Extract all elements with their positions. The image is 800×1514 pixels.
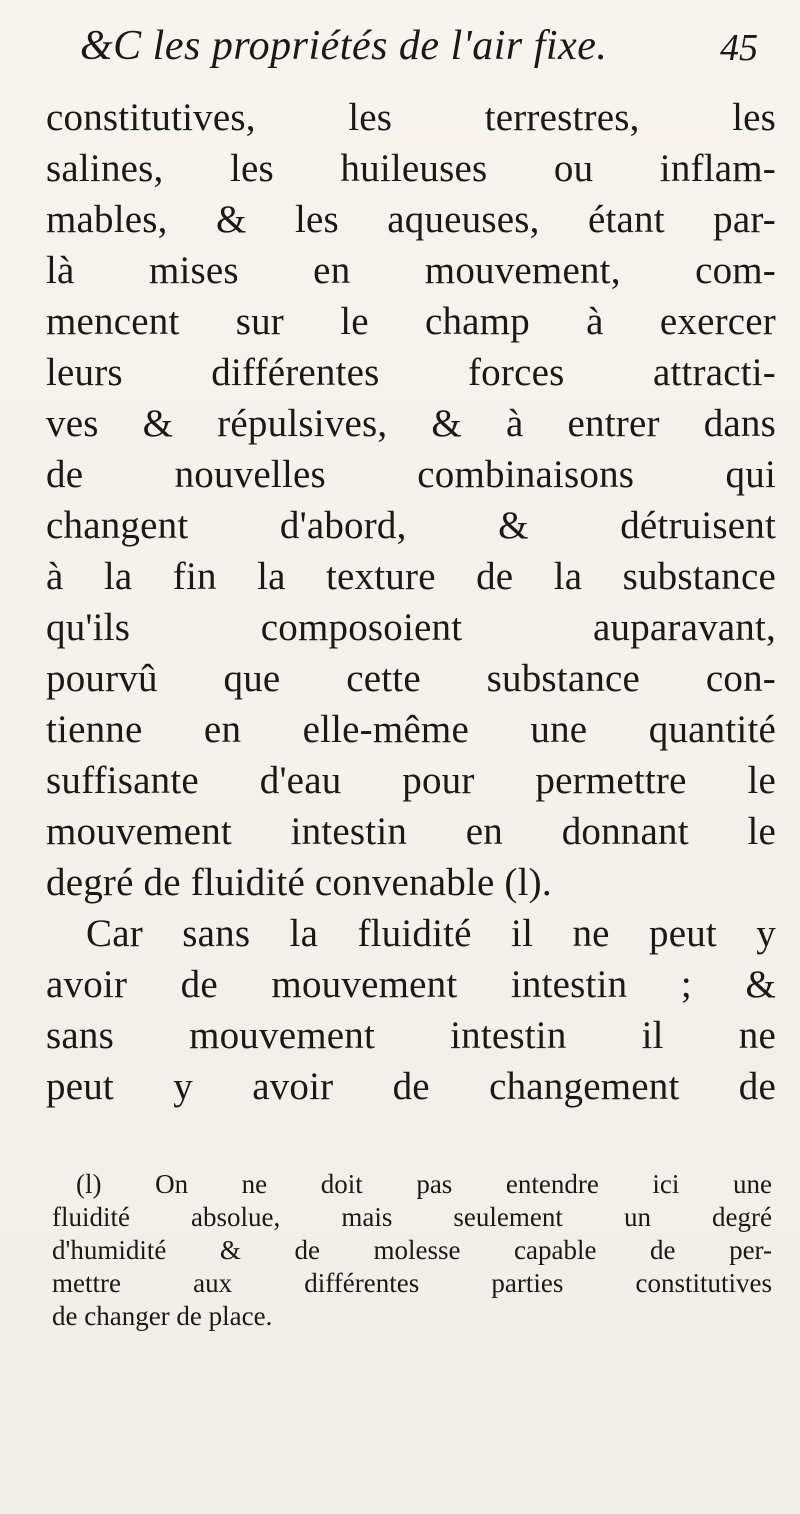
footnote-line: de changer de place. (52, 1301, 273, 1331)
text-line: tienne en elle-même une quantité (46, 708, 776, 751)
text-line: ves & répulsives, & à entrer dans (46, 402, 776, 445)
text-line: suffisante d'eau pour permettre le (46, 759, 776, 802)
footnote-line: fluidité absolue, mais seulement un degré (52, 1202, 772, 1232)
text-line: de nouvelles combinaisons qui (46, 453, 776, 496)
text-line: changent d'abord, & détruisent (46, 504, 776, 547)
running-head (0, 18, 800, 80)
text-line: avoir de mouvement intestin ; & (46, 963, 776, 1006)
text-line: mouvement intestin en donnant le (46, 810, 776, 853)
footnote-line: d'humidité & de molesse capable de per- (52, 1235, 772, 1265)
text-line: Car sans la fluidité il ne peut y (86, 912, 776, 955)
footnote-line: (l) On ne doit pas entendre ici une (76, 1169, 772, 1199)
text-line: mencent sur le champ à exercer (46, 300, 776, 343)
footnote (52, 1168, 772, 1333)
text-line: degré de fluidité convenable (l). (46, 861, 552, 904)
text-line: salines, les huileuses ou inflam- (46, 147, 776, 190)
footnote-line: mettre aux différentes parties constitutives (52, 1268, 772, 1298)
text-line: là mises en mouvement, com- (46, 249, 776, 292)
text-line: sans mouvement intestin il ne (46, 1014, 776, 1057)
text-line: à la fin la texture de la substance (46, 555, 776, 598)
text-line: constitutives, les terrestres, les (46, 96, 776, 139)
running-title: &C les propriétés de l'air fixe. (80, 23, 608, 69)
text-line: mables, & les aqueuses, étant par- (46, 198, 776, 241)
page-number: 45 (720, 27, 758, 69)
text-line: pourvû que cette substance con- (46, 657, 776, 700)
text-line: peut y avoir de changement de (46, 1065, 776, 1108)
text-line: leurs différentes forces attracti- (46, 351, 776, 394)
text-line: qu'ils composoient auparavant, (46, 606, 776, 649)
body-text (46, 92, 776, 1112)
